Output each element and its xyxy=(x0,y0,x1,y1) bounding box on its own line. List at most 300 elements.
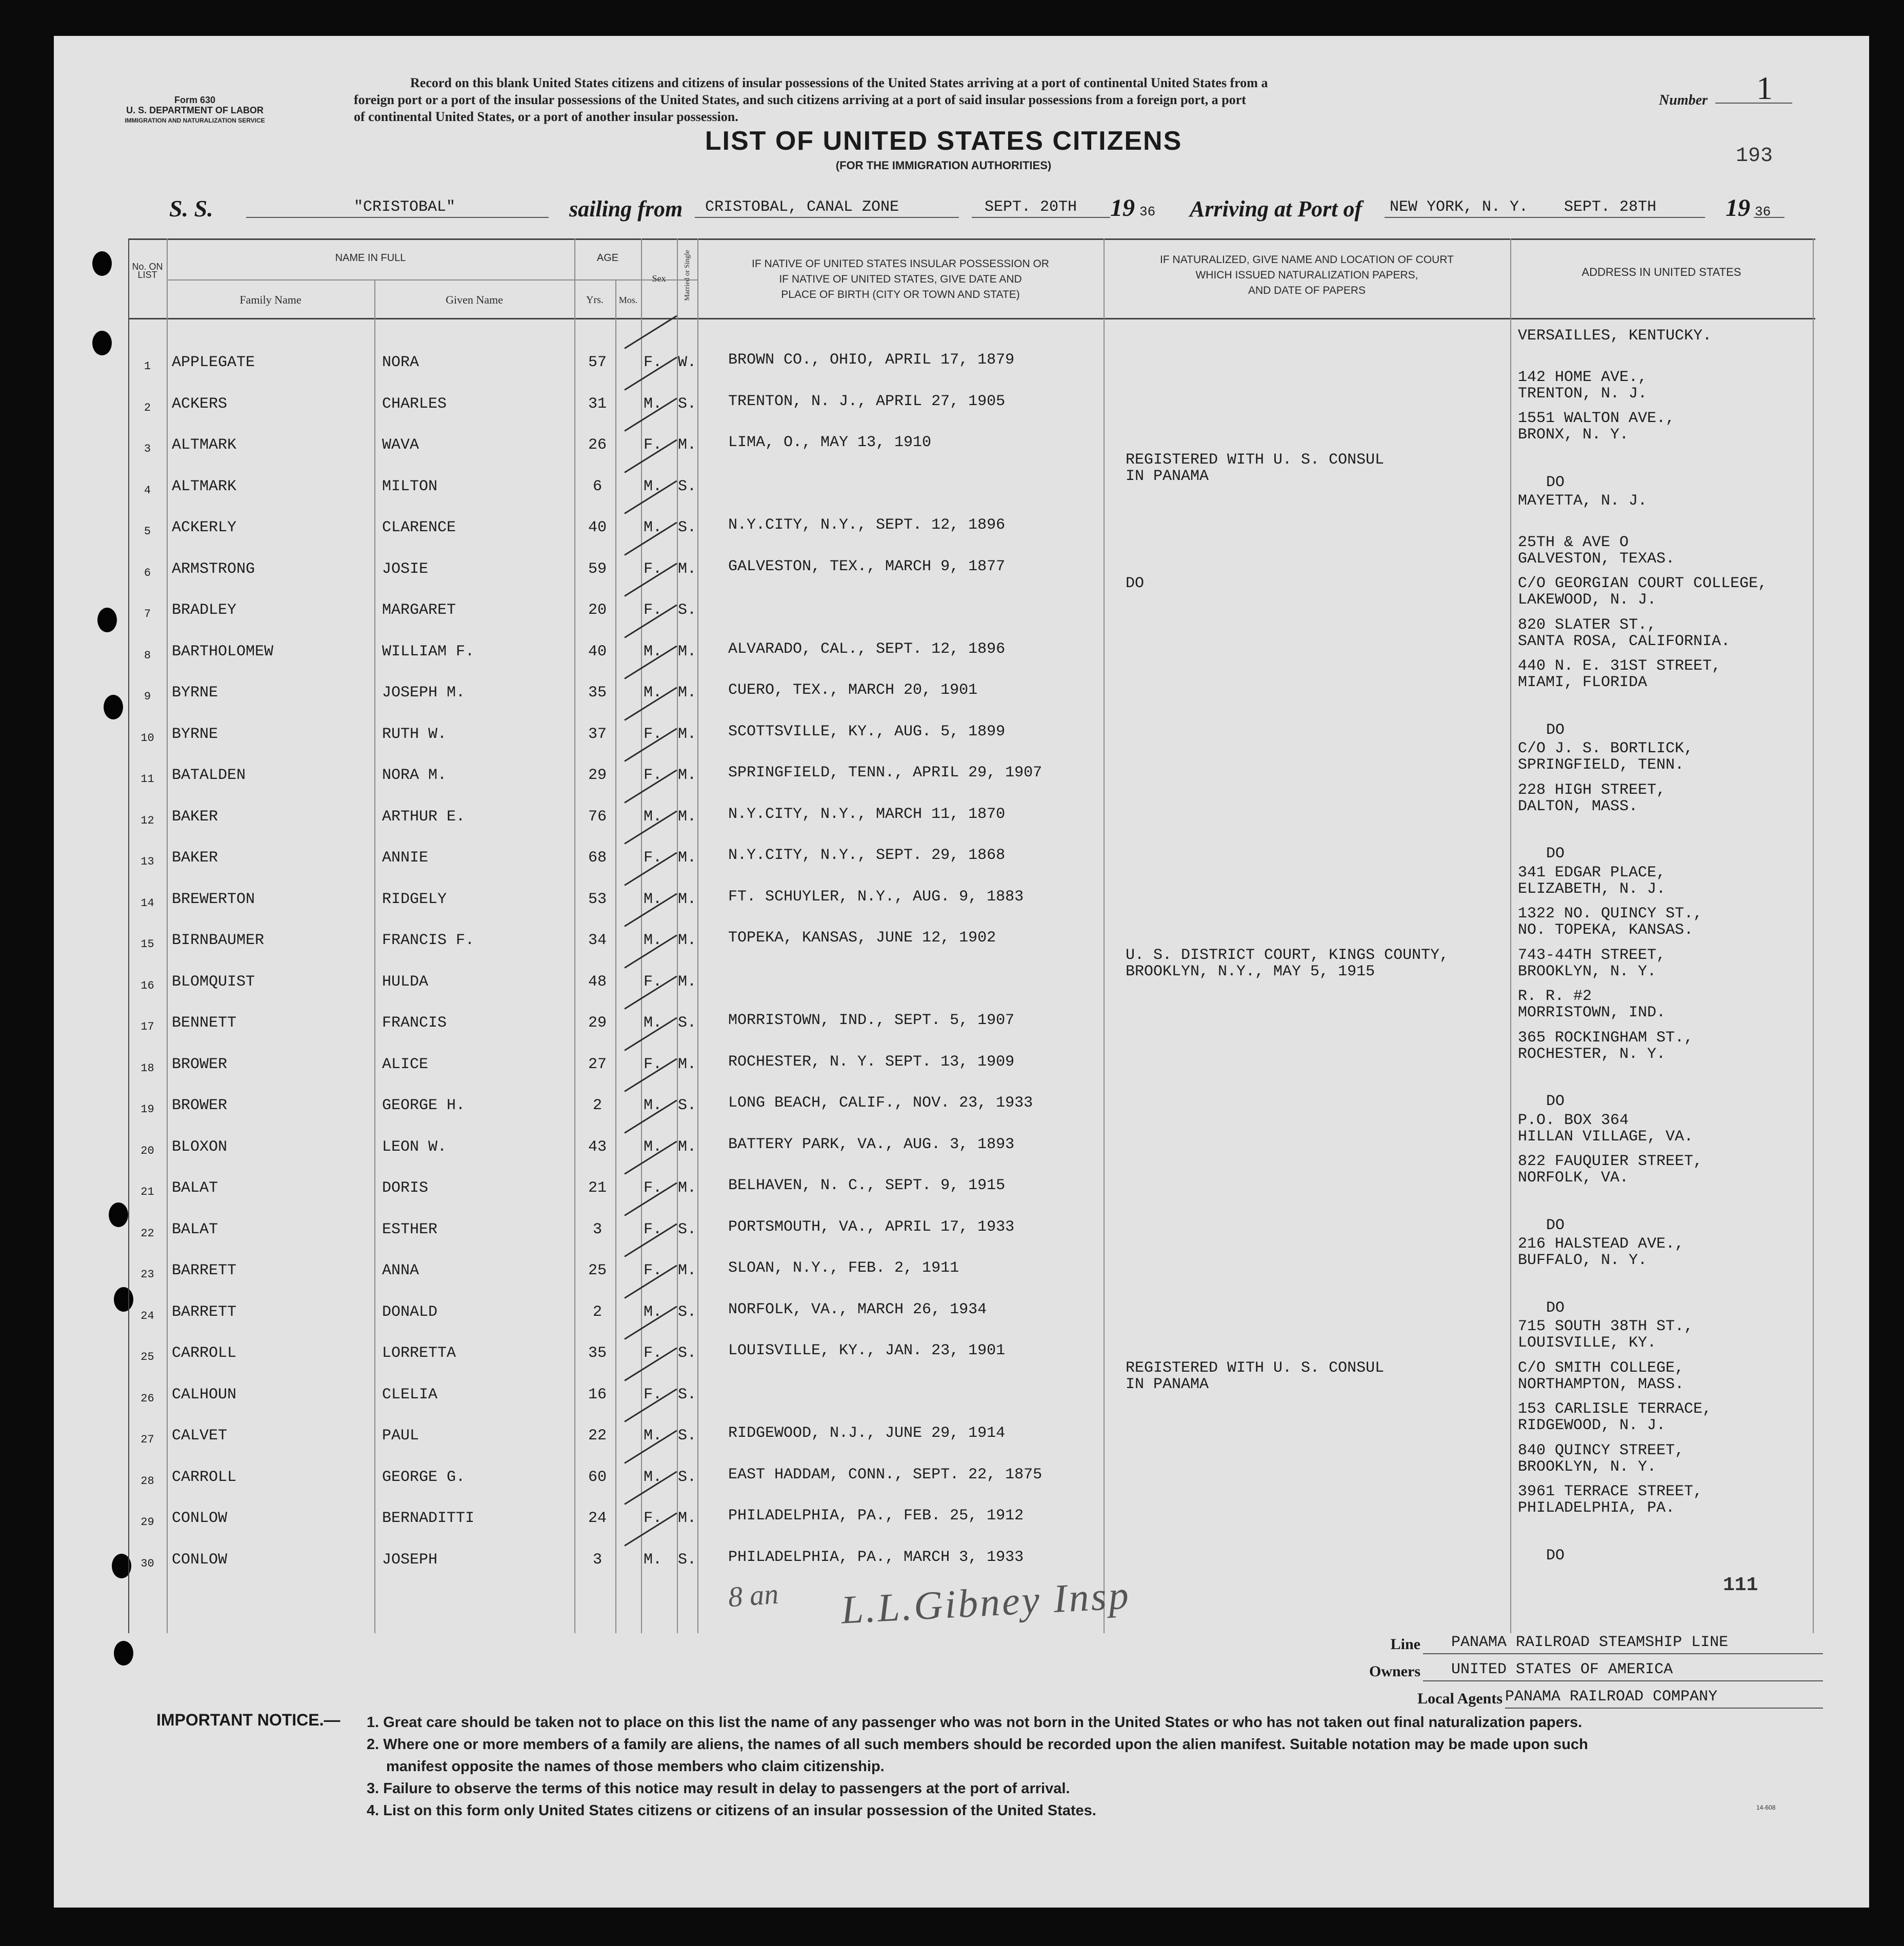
row-number: 17 xyxy=(141,1020,154,1033)
arrival-year: 36 xyxy=(1755,204,1771,219)
form-number: Form 630 xyxy=(174,95,216,105)
age-years: 40 xyxy=(588,519,607,536)
departure-date: SEPT. 20TH xyxy=(985,198,1077,216)
marital-status: M. xyxy=(678,1262,697,1279)
age-years: 57 xyxy=(588,354,607,371)
agents-label: Local Agents xyxy=(1417,1690,1502,1707)
given-name: RIDGELY xyxy=(382,890,447,908)
family-name: ACKERS xyxy=(172,395,228,413)
age-years: 29 xyxy=(588,1014,607,1032)
birth-place-date: SCOTTSVILLE, KY., AUG. 5, 1899 xyxy=(728,723,1006,740)
row-number: 8 xyxy=(144,649,151,662)
marital-status: M. xyxy=(678,643,697,660)
department-name: U. S. DEPARTMENT OF LABOR xyxy=(126,105,264,115)
punch-hole xyxy=(109,1202,128,1227)
column-no: No. ON LIST xyxy=(132,262,163,280)
column-sex: Sex xyxy=(652,273,666,284)
marital-status: M. xyxy=(678,767,697,784)
address-line: DO xyxy=(1546,473,1565,491)
address-line: BROOKLYN, N. Y. xyxy=(1518,1458,1657,1476)
sex: F. xyxy=(644,1345,663,1362)
row-number: 21 xyxy=(141,1186,154,1198)
family-name: BIRNBAUMER xyxy=(172,932,265,949)
given-name: NORA M. xyxy=(382,767,447,784)
family-name: CONLOW xyxy=(172,1551,228,1569)
birth-place-date: BROWN CO., OHIO, APRIL 17, 1879 xyxy=(728,351,1015,369)
sex: M. xyxy=(644,519,663,536)
family-name: BALAT xyxy=(172,1220,218,1238)
birth-place-date: FT. SCHUYLER, N.Y., AUG. 9, 1883 xyxy=(728,888,1024,906)
sex: M. xyxy=(644,684,663,701)
address-line: C/O GEORGIAN COURT COLLEGE, xyxy=(1518,575,1768,592)
age-years: 26 xyxy=(588,436,607,454)
birth-place-date: SLOAN, N.Y., FEB. 2, 1911 xyxy=(728,1259,959,1277)
address-line: DO xyxy=(1546,845,1565,862)
record-notice-line: of continental United States, or a port of another insular possession. xyxy=(354,109,738,124)
agents-value: PANAMA RAILROAD COMPANY xyxy=(1505,1688,1718,1706)
marital-status: M. xyxy=(678,1510,697,1527)
marital-status: M. xyxy=(678,1138,697,1156)
row-number: 27 xyxy=(141,1433,154,1446)
family-name: BLOMQUIST xyxy=(172,973,255,991)
address-line: 840 QUINCY STREET, xyxy=(1518,1441,1685,1459)
address-line: 3961 TERRACE STREET, xyxy=(1518,1483,1703,1500)
family-name: BYRNE xyxy=(172,684,218,701)
age-years: 48 xyxy=(588,973,607,991)
age-years: 40 xyxy=(588,643,607,660)
family-name: CALVET xyxy=(172,1427,228,1445)
address-line: MIAMI, FLORIDA xyxy=(1518,674,1648,691)
marital-status: W. xyxy=(678,354,697,371)
sex: F. xyxy=(644,1386,663,1403)
marital-status: M. xyxy=(678,808,697,826)
notice-item: 1. Great care should be taken not to place on this list the name of any passenger who was not born in the United States or who has not taken out final naturalization papers. xyxy=(367,1714,1582,1731)
address-line: 228 HIGH STREET, xyxy=(1518,781,1666,799)
age-years: 35 xyxy=(588,684,607,701)
family-name: BARTHOLOMEW xyxy=(172,643,274,660)
family-name: BAKER xyxy=(172,808,218,826)
column-mos: Mos. xyxy=(618,295,638,305)
row-number: 1 xyxy=(144,360,151,373)
address-line: DO xyxy=(1546,1547,1565,1564)
birth-place-date: LONG BEACH, CALIF., NOV. 23, 1933 xyxy=(728,1094,1033,1112)
row-number: 3 xyxy=(144,443,151,455)
family-name: BROWER xyxy=(172,1055,228,1073)
marital-status: S. xyxy=(678,1220,697,1238)
notice-item: 3. Failure to observe the terms of this notice may result in delay to passengers at the port of arrival. xyxy=(367,1780,1070,1797)
birth-place-date: NORFOLK, VA., MARCH 26, 1934 xyxy=(728,1300,987,1318)
sex: F. xyxy=(644,560,663,578)
address-line: PHILADELPHIA, PA. xyxy=(1518,1499,1675,1517)
column-birth xyxy=(697,256,1104,303)
record-notice-line: foreign port or a port of the insular possessions of the United States, and such citizens arriving at a port of said insular possessions from a foreign port, a port xyxy=(354,92,1246,107)
sex: M. xyxy=(644,1138,663,1156)
birth-place-date: N.Y.CITY, N.Y., SEPT. 12, 1896 xyxy=(728,516,1006,534)
row-number: 10 xyxy=(141,731,154,745)
arrival-year-prefix: 19 xyxy=(1726,194,1750,222)
row-number: 22 xyxy=(141,1227,154,1240)
sex: M. xyxy=(644,890,663,908)
address-line: NORFOLK, VA. xyxy=(1518,1169,1629,1187)
given-name: ANNA xyxy=(382,1262,419,1279)
row-number: 18 xyxy=(141,1061,154,1075)
row-number: 23 xyxy=(141,1268,154,1281)
notice-label: IMPORTANT NOTICE.— xyxy=(156,1711,340,1729)
age-years: 43 xyxy=(588,1138,607,1156)
family-name: BALAT xyxy=(172,1179,218,1197)
address-line: RIDGEWOOD, N. J. xyxy=(1518,1417,1666,1434)
address-line: ROCHESTER, N. Y. xyxy=(1518,1045,1666,1063)
departure-port: CRISTOBAL, CANAL ZONE xyxy=(705,198,899,216)
notice-item: 2. Where one or more members of a family are aliens, the names of all such members should be recorded upon the alien manifest. Suitable notation may be made upon such xyxy=(367,1736,1588,1753)
address-line: MORRISTOWN, IND. xyxy=(1518,1004,1666,1021)
service-name: IMMIGRATION AND NATURALIZATION SERVICE xyxy=(125,117,265,124)
address-line: DALTON, MASS. xyxy=(1518,797,1638,815)
given-name: LEON W. xyxy=(382,1138,447,1156)
address-line: C/O SMITH COLLEGE, xyxy=(1518,1359,1685,1377)
punch-hole xyxy=(92,251,112,276)
marital-status: M. xyxy=(678,1179,697,1197)
sex: M. xyxy=(644,395,663,413)
family-name: CARROLL xyxy=(172,1345,237,1362)
row-number: 7 xyxy=(144,608,151,620)
naturalization-line: DO xyxy=(1126,575,1145,592)
marital-status: S. xyxy=(678,1468,697,1486)
row-number: 24 xyxy=(141,1309,154,1322)
ss-label: S. S. xyxy=(169,195,213,222)
address-line: BUFFALO, N. Y. xyxy=(1518,1252,1648,1269)
age-years: 3 xyxy=(592,1551,602,1569)
sex: F. xyxy=(644,601,663,619)
address-line: NO. TOPEKA, KANSAS. xyxy=(1518,921,1694,939)
sex: M. xyxy=(644,643,663,660)
naturalization-line: IN PANAMA xyxy=(1126,1375,1209,1393)
arrival-port: NEW YORK, N. Y. xyxy=(1390,198,1529,216)
sex: F. xyxy=(644,1179,663,1197)
marital-status: S. xyxy=(678,601,697,619)
notice-item: 4. List on this form only United States citizens or citizens of an insular possession of the United States. xyxy=(367,1802,1096,1819)
age-years: 34 xyxy=(588,932,607,949)
passenger-count: 111 xyxy=(1723,1574,1758,1596)
arriving-label: Arriving at Port of xyxy=(1190,196,1362,222)
row-number: 13 xyxy=(141,855,154,868)
address-line: DO xyxy=(1546,1216,1565,1234)
address-line: 743-44TH STREET, xyxy=(1518,946,1666,964)
sex: M. xyxy=(644,1427,663,1445)
birth-place-date: PHILADELPHIA, PA., MARCH 3, 1933 xyxy=(728,1548,1024,1566)
given-name: DONALD xyxy=(382,1303,438,1321)
column-age: AGE xyxy=(596,252,619,264)
marital-status: S. xyxy=(678,519,697,536)
given-name: CLELIA xyxy=(382,1386,438,1403)
age-years: 22 xyxy=(588,1427,607,1445)
row-number: 6 xyxy=(144,566,151,579)
address-line: C/O J. S. BORTLICK, xyxy=(1518,740,1694,757)
row-number: 26 xyxy=(141,1392,154,1405)
address-line: 341 EDGAR PLACE, xyxy=(1518,864,1666,881)
marital-status: S. xyxy=(678,1345,697,1362)
row-number: 5 xyxy=(144,525,151,538)
family-name: ACKERLY xyxy=(172,519,237,536)
list-number: 1 xyxy=(1756,70,1773,106)
address-line: HILLAN VILLAGE, VA. xyxy=(1518,1128,1694,1146)
column-naturalized-line: AND DATE OF PAPERS xyxy=(1248,285,1366,296)
marital-status: M. xyxy=(678,560,697,578)
birth-place-date: BATTERY PARK, VA., AUG. 3, 1893 xyxy=(728,1135,1015,1153)
birth-place-date: ALVARADO, CAL., SEPT. 12, 1896 xyxy=(728,640,1006,658)
naturalization-line: U. S. DISTRICT COURT, KINGS COUNTY, xyxy=(1126,946,1449,964)
age-years: 59 xyxy=(588,560,607,578)
given-name: RUTH W. xyxy=(382,725,447,743)
birth-place-date: MORRISTOWN, IND., SEPT. 5, 1907 xyxy=(728,1012,1015,1029)
age-years: 27 xyxy=(588,1055,607,1073)
address-line: P.O. BOX 364 xyxy=(1518,1111,1629,1129)
age-years: 16 xyxy=(588,1386,607,1403)
punch-hole xyxy=(97,608,117,632)
family-name: BLOXON xyxy=(172,1138,228,1156)
column-name-in-full: NAME IN FULL xyxy=(335,252,406,264)
address-line: 1322 NO. QUINCY ST., xyxy=(1518,905,1703,922)
marital-status: S. xyxy=(678,477,697,495)
family-name: APPLEGATE xyxy=(172,354,255,371)
birth-place-date: LOUISVILLE, KY., JAN. 23, 1901 xyxy=(728,1342,1006,1359)
marital-status: S. xyxy=(678,1303,697,1321)
given-name: ALICE xyxy=(382,1055,429,1073)
row-number: 20 xyxy=(141,1144,154,1157)
given-name: BERNADITTI xyxy=(382,1510,475,1527)
marital-status: M. xyxy=(678,1055,697,1073)
address-line: LOUISVILLE, KY. xyxy=(1518,1334,1657,1352)
family-name: BREWERTON xyxy=(172,890,255,908)
address-line: SPRINGFIELD, TENN. xyxy=(1518,756,1685,774)
sex: M. xyxy=(644,808,663,826)
line-value: PANAMA RAILROAD STEAMSHIP LINE xyxy=(1451,1634,1729,1651)
birth-place-date: SPRINGFIELD, TENN., APRIL 29, 1907 xyxy=(728,764,1043,781)
birth-place-date: EAST HADDAM, CONN., SEPT. 22, 1875 xyxy=(728,1466,1043,1483)
address-line: 820 SLATER ST., xyxy=(1518,616,1657,634)
notice-item: manifest opposite the names of those members who claim citizenship. xyxy=(386,1758,885,1775)
marital-status: M. xyxy=(678,849,697,867)
age-years: 2 xyxy=(592,1097,602,1114)
sex: M. xyxy=(644,932,663,949)
address-line: ELIZABETH, N. J. xyxy=(1518,880,1666,898)
birth-place-date: RIDGEWOOD, N.J., JUNE 29, 1914 xyxy=(728,1425,1006,1442)
departure-year-prefix: 19 xyxy=(1110,194,1135,222)
birth-place-date: GALVESTON, TEX., MARCH 9, 1877 xyxy=(728,557,1006,575)
age-years: 31 xyxy=(588,395,607,413)
address-line: BRONX, N. Y. xyxy=(1518,426,1629,444)
given-name: FRANCIS xyxy=(382,1014,447,1032)
sailing-label: sailing from xyxy=(569,196,683,222)
age-years: 60 xyxy=(588,1468,607,1486)
line-label: Line xyxy=(1390,1636,1420,1653)
owners-label: Owners xyxy=(1369,1663,1420,1680)
marital-status: M. xyxy=(678,973,697,991)
sex: F. xyxy=(644,849,663,867)
birth-place-date: TOPEKA, KANSAS, JUNE 12, 1902 xyxy=(728,929,996,947)
family-name: BAKER xyxy=(172,849,218,867)
sex: F. xyxy=(644,725,663,743)
sex: F. xyxy=(644,973,663,991)
marital-status: S. xyxy=(678,395,697,413)
column-married: Married or Single xyxy=(684,250,691,301)
punch-hole xyxy=(92,331,112,355)
age-years: 37 xyxy=(588,725,607,743)
address-line: DO xyxy=(1546,1299,1565,1317)
row-number: 2 xyxy=(144,401,151,414)
address-line: LAKEWOOD, N. J. xyxy=(1518,591,1657,609)
marital-status: S. xyxy=(678,1386,697,1403)
address-line: 1551 WALTON AVE., xyxy=(1518,410,1675,427)
given-name: MILTON xyxy=(382,477,438,495)
age-years: 35 xyxy=(588,1345,607,1362)
address-line: BROOKLYN, N. Y. xyxy=(1518,962,1657,980)
form-code: 14-608 xyxy=(1756,1804,1776,1811)
given-name: ARTHUR E. xyxy=(382,808,466,826)
family-name: BROWER xyxy=(172,1097,228,1114)
given-name: WILLIAM F. xyxy=(382,643,475,660)
record-notice-line: Record on this blank United States citizens and citizens of insular possessions of the United States arriving at a port of continental United States from a xyxy=(410,75,1268,90)
row-number: 28 xyxy=(141,1474,154,1488)
family-name: CALHOUN xyxy=(172,1386,237,1403)
birth-place-date: CUERO, TEX., MARCH 20, 1901 xyxy=(728,681,978,699)
given-name: ESTHER xyxy=(382,1220,438,1238)
given-name: GEORGE H. xyxy=(382,1097,466,1114)
row-number: 25 xyxy=(141,1351,154,1363)
address-line: GALVESTON, TEXAS. xyxy=(1518,550,1675,568)
sex: F. xyxy=(644,436,663,454)
ship-name: "CRISTOBAL" xyxy=(354,198,456,216)
given-name: PAUL xyxy=(382,1427,419,1445)
address-line: 153 CARLISLE TERRACE, xyxy=(1518,1400,1712,1418)
inspector-signature: L.L.Gibney Insp xyxy=(840,1572,1132,1632)
family-name: BENNETT xyxy=(172,1014,237,1032)
address-line: 365 ROCKINGHAM ST., xyxy=(1518,1029,1694,1047)
column-given-name: Given Name xyxy=(446,293,503,306)
birth-place-date: PHILADELPHIA, PA., FEB. 25, 1912 xyxy=(728,1507,1024,1524)
age-years: 29 xyxy=(588,767,607,784)
sex: F. xyxy=(644,1262,663,1279)
sex: F. xyxy=(644,1055,663,1073)
age-years: 21 xyxy=(588,1179,607,1197)
address-line: 822 FAUQUIER STREET, xyxy=(1518,1153,1703,1170)
punch-hole xyxy=(114,1641,133,1666)
given-name: JOSEPH M. xyxy=(382,684,466,701)
marital-status: M. xyxy=(678,684,697,701)
marital-status: S. xyxy=(678,1097,697,1114)
age-years: 53 xyxy=(588,890,607,908)
given-name: HULDA xyxy=(382,973,429,991)
given-name: CHARLES xyxy=(382,395,447,413)
column-address: ADDRESS IN UNITED STATES xyxy=(1581,266,1741,278)
marital-status: S. xyxy=(678,1014,697,1032)
family-name: ARMSTRONG xyxy=(172,560,255,578)
address-line: 440 N. E. 31ST STREET, xyxy=(1518,657,1721,675)
given-name: JOSEPH xyxy=(382,1551,438,1569)
given-name: WAVA xyxy=(382,436,419,454)
row-number: 30 xyxy=(141,1557,154,1570)
column-birth-line: IF NATIVE OF UNITED STATES, GIVE DATE AND xyxy=(779,273,1022,285)
row-number: 12 xyxy=(141,814,154,827)
sex: F. xyxy=(644,1510,663,1527)
family-name: BATALDEN xyxy=(172,767,246,784)
marital-status: M. xyxy=(678,890,697,908)
family-name: BARRETT xyxy=(172,1303,237,1321)
column-naturalized-line: IF NATURALIZED, GIVE NAME AND LOCATION OF COURT xyxy=(1160,254,1454,266)
form-header xyxy=(118,95,272,126)
birth-place-date: PORTSMOUTH, VA., APRIL 17, 1933 xyxy=(728,1218,1015,1236)
sex: M. xyxy=(644,477,663,495)
marital-status: S. xyxy=(678,1427,697,1445)
address-line: SANTA ROSA, CALIFORNIA. xyxy=(1518,632,1731,650)
sex: F. xyxy=(644,1220,663,1238)
row-number: 15 xyxy=(141,938,154,951)
address-line: VERSAILLES, KENTUCKY. xyxy=(1518,327,1712,345)
age-years: 6 xyxy=(592,477,602,495)
sex: F. xyxy=(644,767,663,784)
address-line: MAYETTA, N. J. xyxy=(1518,492,1648,510)
family-name: BARRETT xyxy=(172,1262,237,1279)
birth-place-date: BELHAVEN, N. C., SEPT. 9, 1915 xyxy=(728,1177,1006,1194)
naturalization-line: IN PANAMA xyxy=(1126,467,1209,485)
owners-value: UNITED STATES OF AMERICA xyxy=(1451,1661,1673,1678)
family-name: ALTMARK xyxy=(172,477,237,495)
marital-status: M. xyxy=(678,725,697,743)
row-number: 14 xyxy=(141,896,154,910)
age-years: 2 xyxy=(592,1303,602,1321)
age-years: 3 xyxy=(592,1220,602,1238)
address-line: DO xyxy=(1546,721,1565,739)
naturalization-line: REGISTERED WITH U. S. CONSUL xyxy=(1126,451,1385,469)
page-title: LIST OF UNITED STATES CITIZENS xyxy=(705,126,1183,156)
page-stamp: 193 xyxy=(1736,145,1773,168)
age-years: 24 xyxy=(588,1510,607,1527)
column-naturalized xyxy=(1104,252,1510,298)
column-birth-line: PLACE OF BIRTH (CITY OR TOWN AND STATE) xyxy=(781,289,1020,300)
given-name: ANNIE xyxy=(382,849,429,867)
annotation-left: 8 an xyxy=(727,1578,780,1614)
row-number: 9 xyxy=(144,690,151,703)
row-number: 16 xyxy=(141,979,154,992)
sex: M. xyxy=(644,1303,663,1321)
family-name: BYRNE xyxy=(172,725,218,743)
row-number: 19 xyxy=(141,1103,154,1116)
address-line: R. R. #2 xyxy=(1518,988,1592,1005)
page-subtitle: (FOR THE IMMIGRATION AUTHORITIES) xyxy=(835,159,1052,172)
address-line: TRENTON, N. J. xyxy=(1518,385,1648,403)
address-line: 142 HOME AVE., xyxy=(1518,368,1648,386)
birth-place-date: N.Y.CITY, N.Y., MARCH 11, 1870 xyxy=(728,805,1006,823)
sex: F. xyxy=(644,354,663,371)
record-notice xyxy=(354,74,1585,125)
row-number: 11 xyxy=(141,773,154,786)
row-number: 4 xyxy=(144,484,151,497)
age-years: 68 xyxy=(588,849,607,867)
given-name: MARGARET xyxy=(382,601,456,619)
given-name: FRANCIS F. xyxy=(382,932,475,949)
sex: M. xyxy=(644,1014,663,1032)
address-line: DO xyxy=(1546,1093,1565,1110)
given-name: CLARENCE xyxy=(382,519,456,536)
arrival-date: SEPT. 28TH xyxy=(1564,198,1657,216)
age-years: 20 xyxy=(588,601,607,619)
naturalization-line: REGISTERED WITH U. S. CONSUL xyxy=(1126,1359,1385,1377)
column-yrs: Yrs. xyxy=(586,294,604,306)
address-line: 715 SOUTH 38TH ST., xyxy=(1518,1318,1694,1335)
column-naturalized-line: WHICH ISSUED NATURALIZATION PAPERS, xyxy=(1195,269,1418,281)
birth-place-date: ROCHESTER, N. Y. SEPT. 13, 1909 xyxy=(728,1053,1015,1071)
given-name: JOSIE xyxy=(382,560,429,578)
